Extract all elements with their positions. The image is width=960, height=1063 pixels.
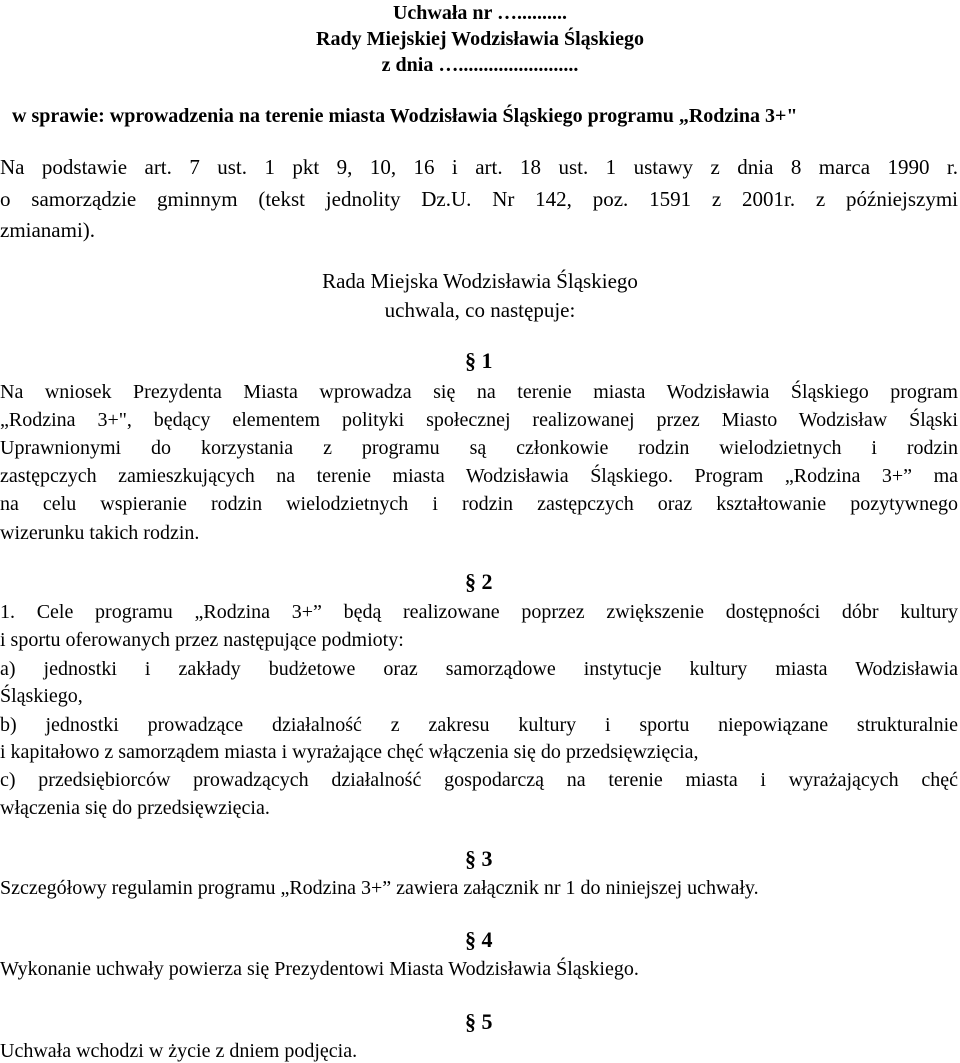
section-text-line: zastępczych zamieszkujących na terenie miasta Wodzisławia Śląskiego. Program „Rodzina 3+” ma [0, 465, 958, 487]
section-mark: § 1 [465, 348, 493, 373]
section-text-line: Szczegółowy regulamin programu „Rodzina 3+” zawiera załącznik nr 1 do niniejszej uchwały. [0, 877, 759, 899]
section-text-line: 1. Cele programu „Rodzina 3+” będą realizowane poprzez zwiększenie dostępności dóbr kultury [0, 601, 958, 623]
section-text-line: a) jednostki i zakłady budżetowe oraz samorządowe instytucje kultury miasta Wodzisławia [0, 658, 958, 680]
section-text-line: Wykonanie uchwały powierza się Prezydentowi Miasta Wodzisławia Śląskiego. [0, 958, 639, 980]
section-text-line: wizerunku takich rodzin. [0, 522, 200, 544]
section-text-line: Uchwała wchodzi w życie z dniem podjęcia. [0, 1040, 358, 1062]
section-text-line: Uprawnionymi do korzystania z programu są członkowie rodzin wielodzietnych i rodzin [0, 437, 958, 459]
section-text-line: c) przedsiębiorców prowadzących działalność gospodarczą na terenie miasta i wyrażających chęć [0, 769, 958, 791]
legal-basis-line: o samorządzie gminnym (tekst jednolity Dz.U. Nr 142, poz. 1591 z 2001r. z późniejszymi [0, 187, 958, 211]
section-text-line: „Rodzina 3+", będący elementem polityki społecznej realizowanej przez Miasto Wodzisław Śląski [0, 409, 958, 431]
legal-basis-line: Na podstawie art. 7 ust. 1 pkt 9, 10, 16 i art. 18 ust. 1 ustawy z dnia 8 marca 1990 r. [0, 155, 958, 179]
council-statement: Rada Miejska Wodzisławia Śląskiego [322, 269, 638, 293]
resolution-date: z dnia …........................ [381, 54, 579, 76]
section-mark: § 3 [465, 846, 493, 871]
section-text-line: b) jednostki prowadzące działalność z zakresu kultury i sportu niepowiązane strukturalnie [0, 714, 958, 736]
section-text-line: i sportu oferowanych przez następujące podmioty: [0, 629, 404, 651]
section-text-line: i kapitałowo z samorządem miasta i wyrażające chęć włączenia się do przedsięwzięcia, [0, 741, 699, 763]
subject-line: w sprawie: wprowadzenia na terenie miasta Wodzisławia Śląskiego programu „Rodzina 3+" [12, 105, 798, 127]
legal-basis-line: zmianami). [0, 218, 96, 242]
section-text-line: na celu wspieranie rodzin wielodzietnych i rodzin zastępczych oraz kształtowanie pozytywnego [0, 493, 958, 515]
section-text-line: włączenia się do przedsięwzięcia. [0, 797, 270, 819]
council-name: Rady Miejskiej Wodzisławia Śląskiego [316, 28, 644, 50]
resolution-number: Uchwała nr ….......... [392, 2, 568, 24]
section-text-line: Na wniosek Prezydenta Miasta wprowadza się na terenie miasta Wodzisławia Śląskiego program [0, 381, 958, 403]
section-mark: § 2 [465, 569, 493, 594]
section-mark: § 5 [465, 1009, 493, 1034]
section-mark: § 4 [465, 927, 493, 952]
section-text-line: Śląskiego, [0, 685, 83, 707]
resolves-statement: uchwala, co następuje: [384, 298, 576, 322]
